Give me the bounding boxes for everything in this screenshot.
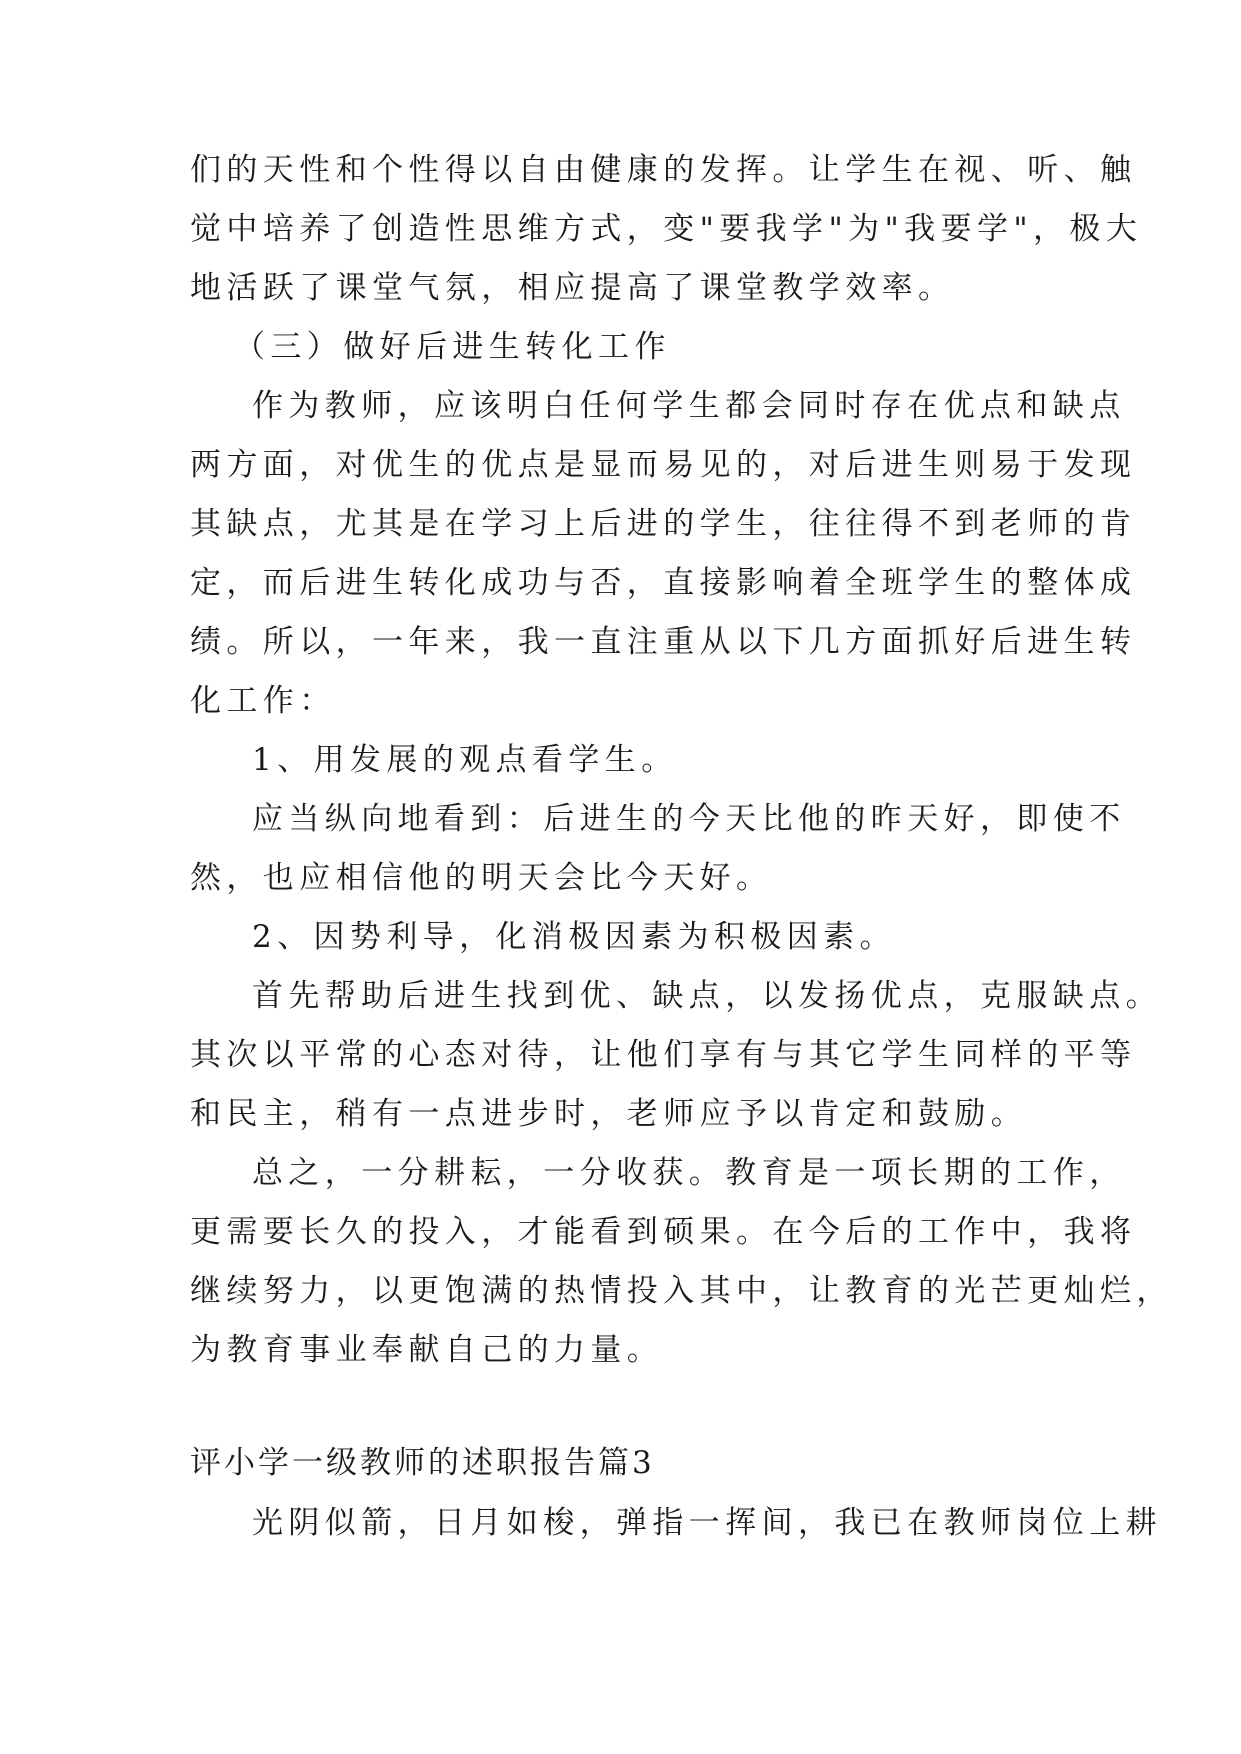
paragraph-line: 继续努力，以更饱满的热情投入其中，让教育的光芒更灿烂， xyxy=(190,1273,1173,1309)
paragraph-line: 总之，一分耕耘，一分收获。教育是一项长期的工作， xyxy=(252,1155,1126,1191)
paragraph-line: 觉中培养了创造性思维方式，变"要我学"为"我要学"，极大 xyxy=(190,211,1143,247)
paragraph-line: 其次以平常的心态对待，让他们享有与其它学生同样的平等 xyxy=(190,1037,1137,1073)
paragraph-line: 首先帮助后进生找到优、缺点，以发扬优点，克服缺点。 xyxy=(252,978,1162,1014)
paragraph-line: 们的天性和个性得以自由健康的发挥。让学生在视、听、触 xyxy=(190,152,1137,188)
section-heading: （三）做好后进生转化工作 xyxy=(234,329,671,365)
paragraph-line: 和民主，稍有一点进步时，老师应予以肯定和鼓励。 xyxy=(190,1096,1028,1132)
paragraph-line: 其缺点，尤其是在学习上后进的学生，往往得不到老师的肯 xyxy=(190,506,1137,542)
paragraph-line: 地活跃了课堂气氛，相应提高了课堂教学效率。 xyxy=(190,270,955,306)
paragraph-line: 作为教师，应该明白任何学生都会同时存在优点和缺点 xyxy=(252,388,1126,424)
paragraph-line: 两方面，对优生的优点是显而易见的，对后进生则易于发现 xyxy=(190,447,1137,483)
paragraph-line: 更需要长久的投入，才能看到硕果。在今后的工作中，我将 xyxy=(190,1214,1137,1250)
paragraph-line: 光阴似箭，日月如梭，弹指一挥间，我已在教师岗位上耕 xyxy=(252,1505,1162,1541)
paragraph-line: 应当纵向地看到：后进生的今天比他的昨天好，即使不 xyxy=(252,801,1126,837)
paragraph-line: 然，也应相信他的明天会比今天好。 xyxy=(190,860,773,896)
paragraph-line: 为教育事业奉献自己的力量。 xyxy=(190,1332,664,1368)
paragraph-line: 绩。所以，一年来，我一直注重从以下几方面抓好后进生转 xyxy=(190,624,1137,660)
list-item-heading: 1、用发展的观点看学生。 xyxy=(252,742,678,778)
list-item-heading: 2、因势利导，化消极因素为积极因素。 xyxy=(252,919,896,955)
section-title: 评小学一级教师的述职报告篇3 xyxy=(190,1445,655,1481)
paragraph-line: 化工作： xyxy=(190,683,336,719)
paragraph-line: 定，而后进生转化成功与否，直接影响着全班学生的整体成 xyxy=(190,565,1137,601)
